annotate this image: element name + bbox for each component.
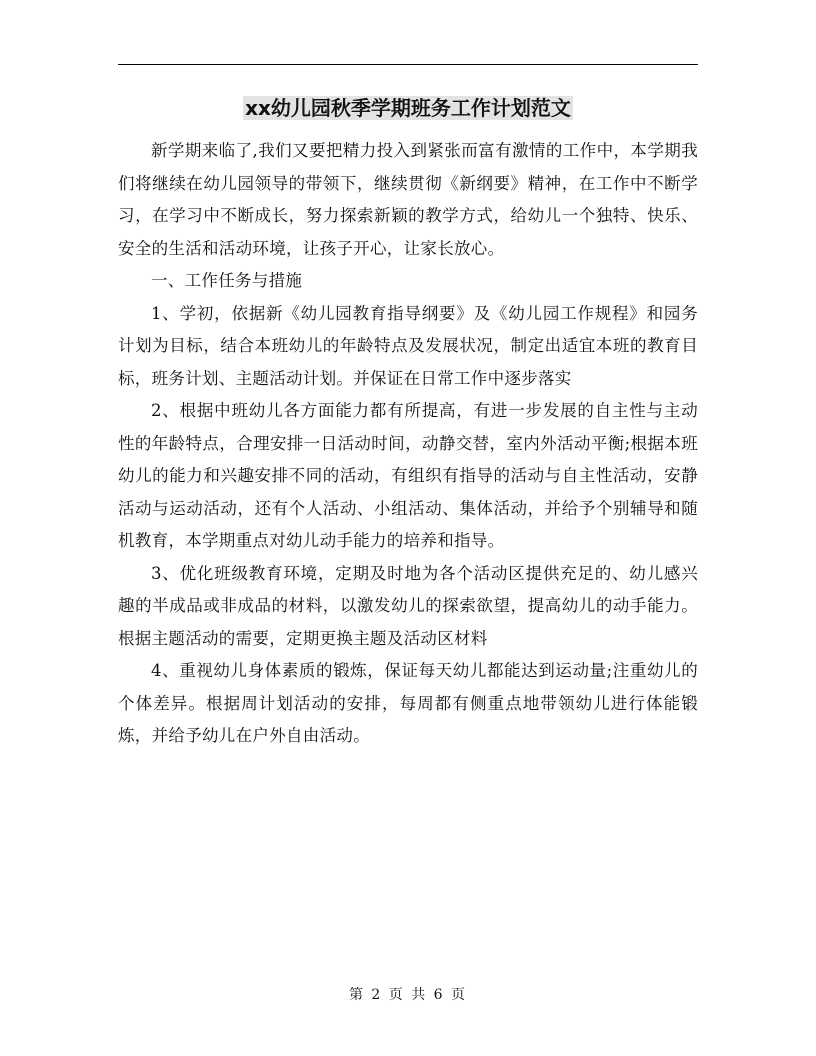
item-paragraph-3: 3、优化班级教育环境，定期及时地为各个活动区提供充足的、幼儿感兴趣的半成品或非成品的材料，以激发幼儿的探索欲望，提高幼儿的动手能力。根据主题活动的需要，定期更换主题及活动区材料 xyxy=(118,563,698,648)
page-number-footer: 第 2 页 共 6 页 xyxy=(348,987,468,1003)
item-paragraph-4: 4、重视幼儿身体素质的锻炼，保证每天幼儿都能达到运动量;注重幼儿的个体差异。根据周计划活动的安排，每周都有侧重点地带领幼儿进行体能锻炼，并给予幼儿在户外自由活动。 xyxy=(118,661,698,745)
document-body xyxy=(118,135,698,753)
intro-paragraph: 新学期来临了,我们又要把精力投入到紧张而富有激情的工作中，本学期我们将继续在幼儿园领导的带领下，继续贯彻《新纲要》精神，在工作中不断学习，在学习中不断成长，努力探索新颖的教学方式，给幼儿一个独特、快乐、安全的生活和活动环境，让孩子开心，让家长放心。 xyxy=(118,141,698,258)
item-paragraph-1: 1、学初，依据新《幼儿园教育指导纲要》及《幼儿园工作规程》和园务计划为目标，结合本班幼儿的年龄特点及发展状况，制定出适宜本班的教育目标，班务计划、主题活动计划。并保证在日常工作中逐步落实 xyxy=(118,303,698,388)
header-rule xyxy=(118,64,698,65)
document-title xyxy=(118,93,698,123)
document-title-text: xx幼儿园秋季学期班务工作计划范文 xyxy=(245,96,571,120)
section-heading: 一、工作任务与措施 xyxy=(151,271,303,290)
item-paragraph-2: 2、根据中班幼儿各方面能力都有所提高，有进一步发展的自主性与主动性的年龄特点，合理安排一日活动时间，动静交替，室内外活动平衡;根据本班幼儿的能力和兴趣安排不同的活动，有组织有指导的活动与自主性活动，安静活动与运动活动，还有个人活动、小组活动、集体活动，并给予个别辅导和随机教育，本学期重点对幼儿动手能力的培养和指导。 xyxy=(118,401,698,550)
